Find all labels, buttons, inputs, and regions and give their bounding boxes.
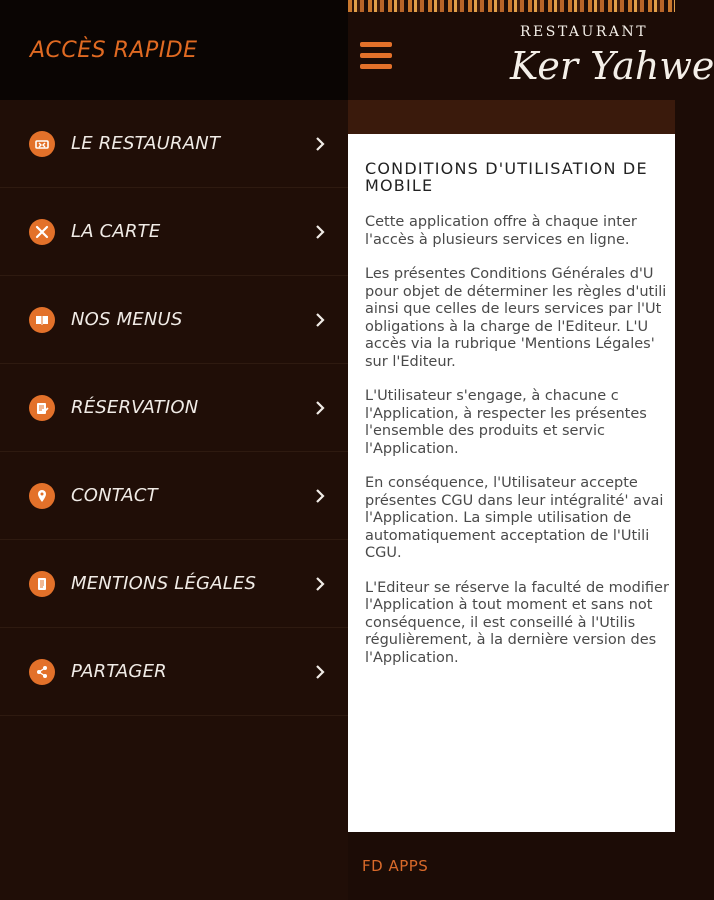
terms-title: CONDITIONS D'UTILISATION DE MOBILE [365, 159, 648, 195]
menu-item-restaurant[interactable] [0, 100, 348, 188]
chevron-right-icon [314, 400, 326, 416]
menu-item-label: NOS MENUS [71, 309, 183, 330]
menu-item-label: CONTACT [71, 485, 158, 506]
terms-paragraph: L'Editeur se réserve la faculté de modifier l'Application à tout moment et sans not conséquence, il est conseillé à l'Utilis régulièrement, à la dernière version des l'Application. [365, 579, 669, 666]
footer-bar [348, 832, 675, 900]
location-pin-icon [29, 483, 55, 509]
document-icon [29, 571, 55, 597]
menu-item-label: MENTIONS LÉGALES [71, 573, 257, 594]
decorative-pattern-strip [348, 0, 675, 12]
brand-restaurant-label: RESTAURANT [520, 24, 649, 40]
navigation-drawer [0, 0, 348, 900]
reservation-icon [29, 395, 55, 421]
app-bar [348, 12, 714, 100]
chevron-right-icon [314, 488, 326, 504]
drawer-title: ACCÈS RAPIDE [30, 37, 198, 63]
menu-item-la-carte[interactable] [0, 188, 348, 276]
menu-item-label: LE RESTAURANT [71, 133, 221, 154]
footer-credit[interactable]: FD APPS [362, 857, 429, 875]
menu-item-mentions-legales[interactable] [0, 540, 348, 628]
menu-item-label: RÉSERVATION [71, 397, 199, 418]
terms-paragraph: Les présentes Conditions Générales d'U pour objet de déterminer les règles d'utili ainsi que celles de leurs services par l'Ut obligations à la charge de l'Editeur. L'U accès via la rubrique 'Mentions Légales' sur l'Editeur. [365, 266, 667, 370]
drawer-menu [0, 100, 348, 716]
restaurant-icon [29, 131, 55, 157]
chevron-right-icon [314, 136, 326, 152]
terms-content-panel [348, 134, 675, 832]
chevron-right-icon [314, 224, 326, 240]
chevron-right-icon [314, 312, 326, 328]
sub-header-bar [348, 100, 675, 134]
hamburger-menu-icon[interactable] [360, 42, 392, 70]
share-icon [29, 659, 55, 685]
chevron-right-icon [314, 576, 326, 592]
terms-paragraph: L'Utilisateur s'engage, à chacune c l'Application, à respecter les présentes l'ensemble des produits et servic l'Application. [365, 388, 647, 457]
main-screen [348, 0, 714, 900]
menu-item-label: LA CARTE [71, 221, 161, 242]
menu-book-icon [29, 307, 55, 333]
terms-paragraph: En conséquence, l'Utilisateur accepte présentes CGU dans leur intégralité' avai l'Application. La simple utilisation de automatiquement acceptation de l'Utili CGU. [365, 475, 664, 561]
menu-item-label: PARTAGER [71, 661, 167, 682]
chevron-right-icon [314, 664, 326, 680]
menu-item-contact[interactable] [0, 452, 348, 540]
drawer-header [0, 0, 348, 100]
menu-item-reservation[interactable] [0, 364, 348, 452]
utensils-icon [29, 219, 55, 245]
menu-item-partager[interactable] [0, 628, 348, 716]
menu-item-nos-menus[interactable] [0, 276, 348, 364]
terms-paragraph: Cette application offre à chaque inter l'accès à plusieurs services en ligne. [365, 214, 637, 248]
brand-name-logo: Ker Yahwe [510, 44, 714, 88]
